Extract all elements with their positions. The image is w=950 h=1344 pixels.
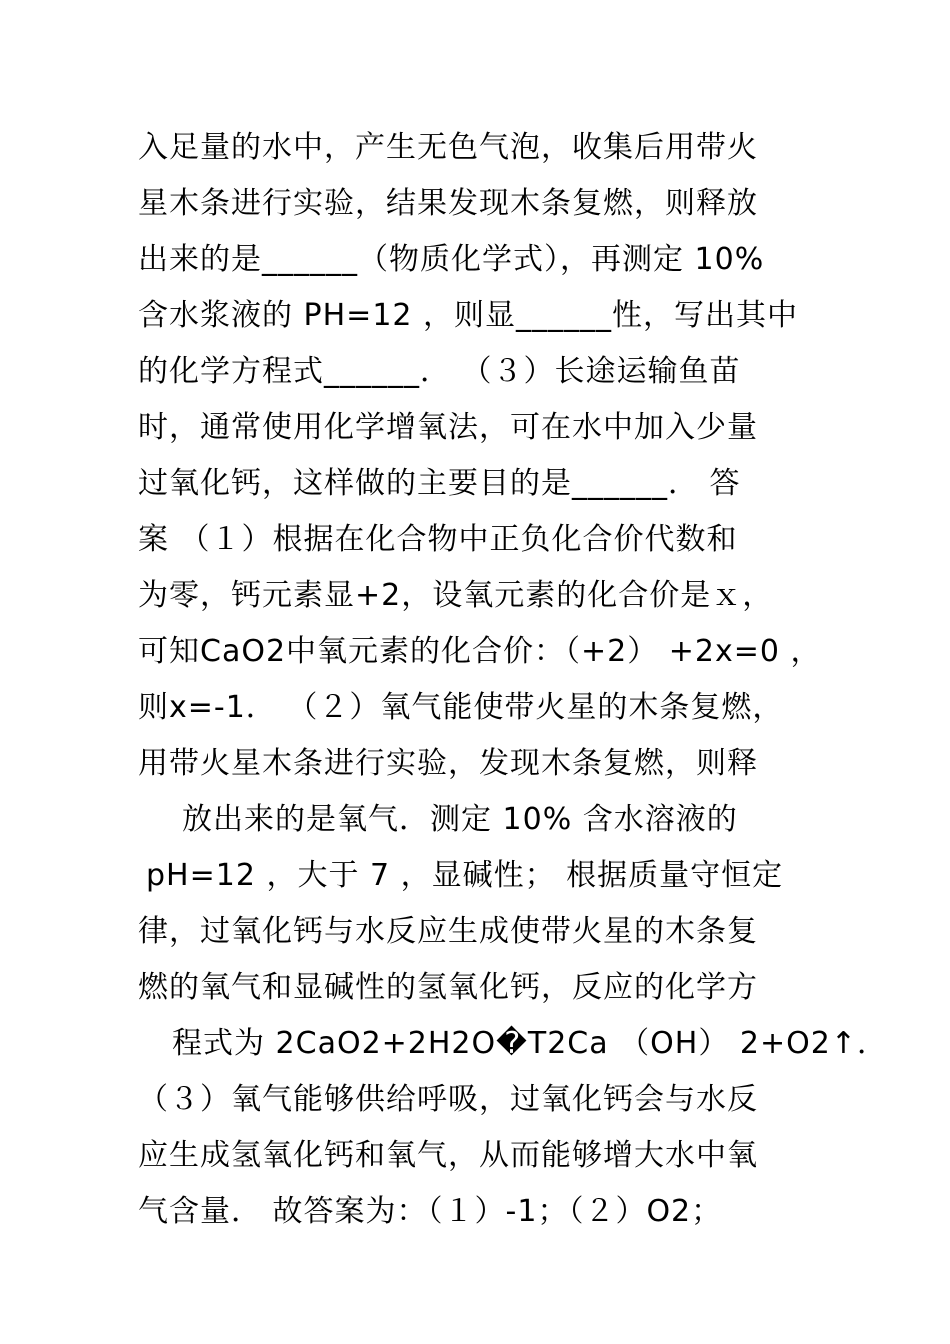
text-line: 的化学方程式______． （３）长途运输鱼苗 <box>138 354 741 389</box>
text-line: 星木条进行实验，结果发现木条复燃，则释放 <box>138 186 758 221</box>
text-line: 过氧化钙，这样做的主要目的是______． 答 <box>138 466 741 501</box>
text-line: 可知CaO2中氧元素的化合价：（+2） +2x=0 ， <box>138 634 822 669</box>
text-line: pH=12 ，大于 7 ，显碱性； 根据质量守恒定 <box>146 858 784 893</box>
text-line: 为零，钙元素显+2，设氧元素的化合价是ｘ， <box>138 578 774 613</box>
text-line: 含水浆液的 PH=12 ，则显______性，写出其中 <box>138 298 799 333</box>
text-line: 律，过氧化钙与水反应生成使带火星的木条复 <box>138 914 758 949</box>
text-line: 则x=-1． （２）氧气能使带火星的木条复燃， <box>138 690 784 725</box>
text-line: 时，通常使用化学增氧法，可在水中加入少量 <box>138 410 758 445</box>
text-line: 出来的是______（物质化学式），再测定 10% <box>138 242 765 277</box>
text-line: （３）氧气能够供给呼吸，过氧化钙会与水反 <box>138 1082 758 1117</box>
text-line: 燃的氧气和显碱性的氢氧化钙，反应的化学方 <box>138 970 758 1005</box>
text-line: 用带火星木条进行实验，发现木条复燃，则释 <box>138 746 758 781</box>
text-line: 气含量． 故答案为：（１）-1；（２）O2； <box>138 1194 723 1229</box>
text-line: 案 （１）根据在化合物中正负化合价代数和 <box>138 522 738 557</box>
text-line: 入足量的水中，产生无色气泡，收集后用带火 <box>138 130 758 165</box>
text-line: 程式为 2CaO2+2H2O�T2Ca （OH） 2+O2↑． <box>172 1026 888 1061</box>
document-text-body <box>138 120 888 1240</box>
text-line: 应生成氢氧化钙和氧气，从而能够增大水中氧 <box>138 1138 758 1173</box>
text-line: 放出来的是氧气．测定 10% 含水溶液的 <box>182 802 738 837</box>
